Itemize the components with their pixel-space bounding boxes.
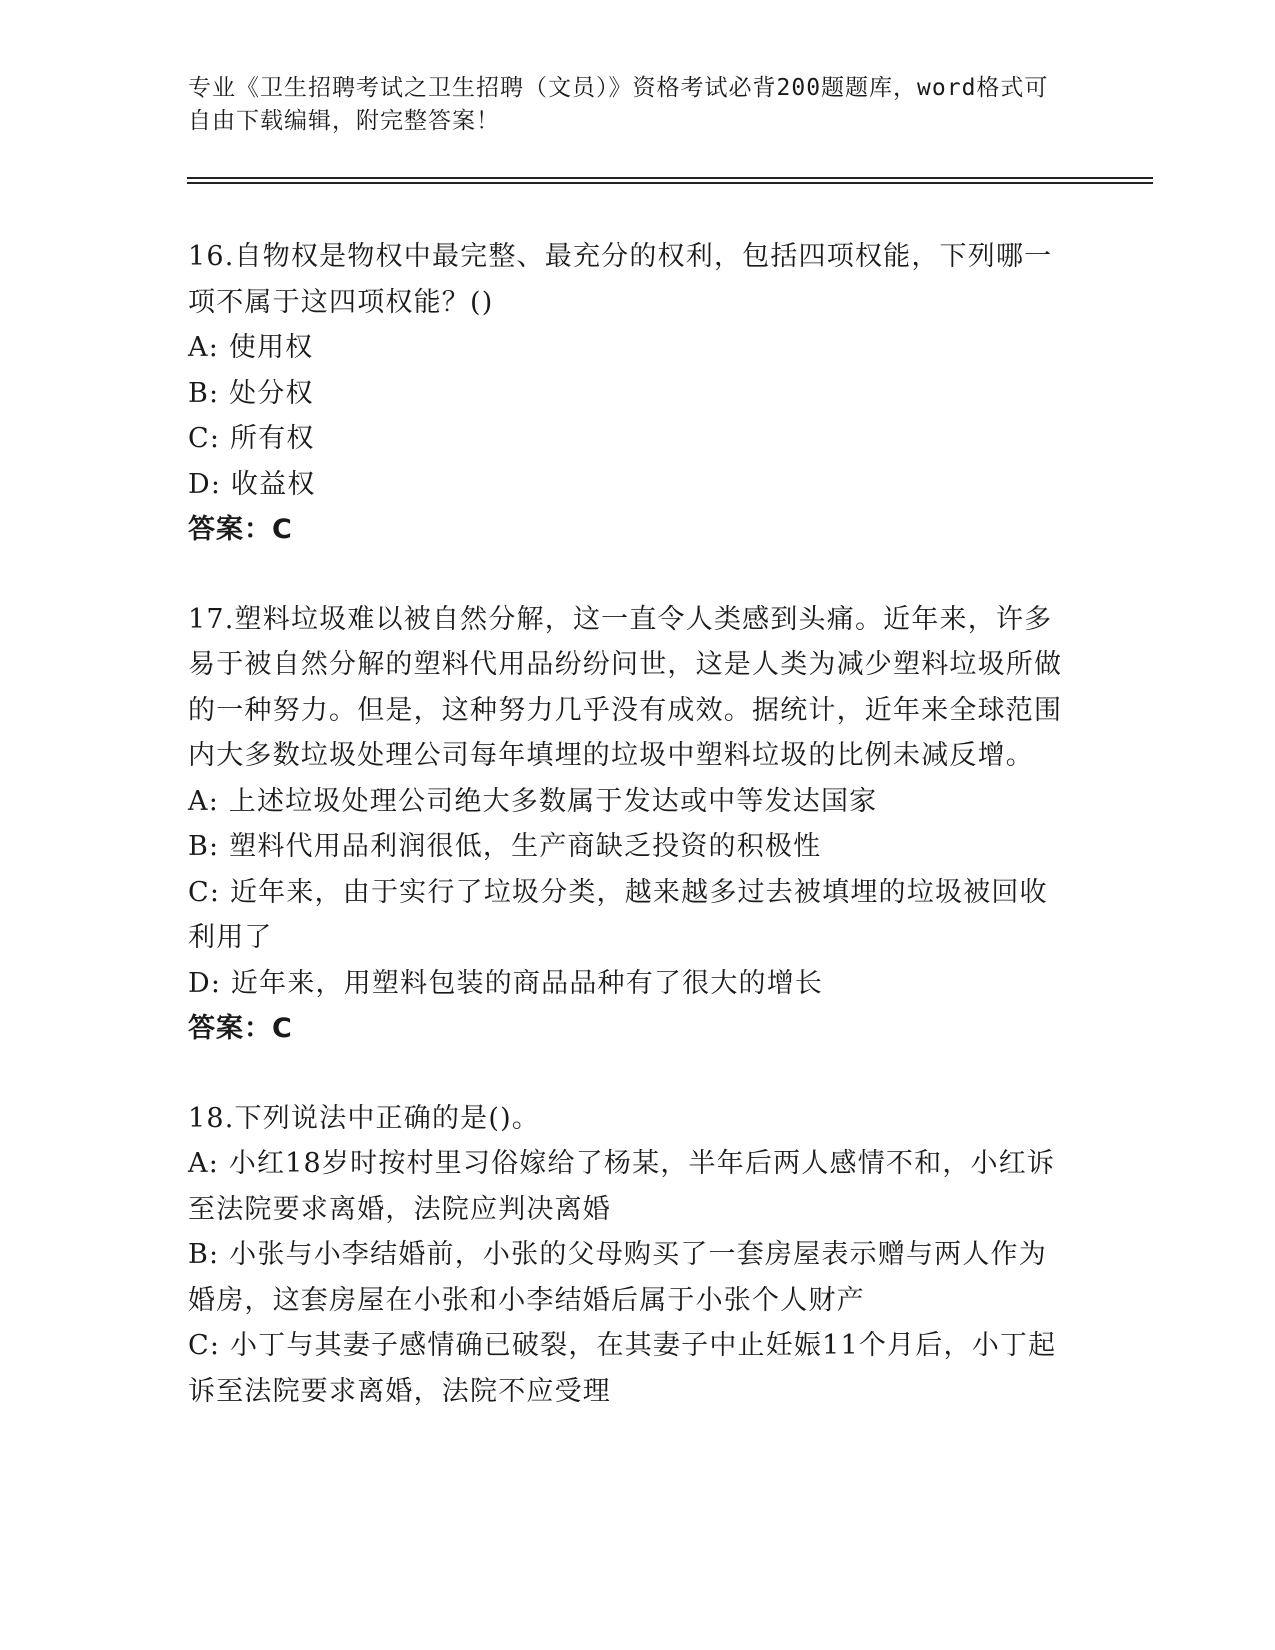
option-c: C: 小丁与其妻子感情确已破裂，在其妻子中止妊娠11个月后，小丁起诉至法院要求离婚，法院不应受理 <box>188 1330 1057 1407</box>
question-16 <box>188 234 1068 553</box>
question-18 <box>188 1096 1068 1415</box>
question-stem: 17.塑料垃圾难以被自然分解，这一直令人类感到头痛。近年来，许多易于被自然分解的塑料代用品纷纷问世，这是人类为减少塑料垃圾所做的一种努力。但是，这种努力几乎没有成效。据统计，近年来全球范围内大多数垃圾处理公司每年填埋的垃圾中塑料垃圾的比例未减反增。 <box>188 603 1063 771</box>
document-header: 专业《卫生招聘考试之卫生招聘（文员）》资格考试必背200题题库，word格式可自由下载编辑，附完整答案！ <box>188 75 1049 134</box>
option-b: B: 小张与小李结婚前，小张的父母购买了一套房屋表示赠与两人作为婚房，这套房屋在小张和小李结婚后属于小张个人财产 <box>188 1239 1047 1316</box>
option-b: B: 处分权 <box>188 377 314 409</box>
question-stem: 16.自物权是物权中最完整、最充分的权利，包括四项权能，下列哪一项不属于这四项权能？() <box>188 241 1053 318</box>
question-17 <box>188 597 1068 1052</box>
option-a: A: 使用权 <box>188 332 314 363</box>
question-stem: 18.下列说法中正确的是()。 <box>188 1102 541 1134</box>
option-a: A: 上述垃圾处理公司绝大多数属于发达或中等发达国家 <box>188 785 878 817</box>
option-d: D: 近年来，用塑料包装的商品品种有了很大的增长 <box>188 967 824 999</box>
header-divider-top <box>187 177 1153 179</box>
option-b: B: 塑料代用品利润很低，生产商缺乏投资的积极性 <box>188 831 822 862</box>
answer-label: 答案：C <box>188 1013 293 1044</box>
option-c: C: 所有权 <box>188 423 315 454</box>
option-a: A: 小红18岁时按村里习俗嫁给了杨某，半年后两人感情不和，小红诉至法院要求离婚，法院应判决离婚 <box>188 1148 1056 1225</box>
question-list <box>188 234 1068 1458</box>
answer-label: 答案：C <box>188 514 293 545</box>
header-divider-bottom <box>187 182 1153 184</box>
option-d: D: 收益权 <box>188 468 316 500</box>
option-c: C: 近年来，由于实行了垃圾分类，越来越多过去被填埋的垃圾被回收利用了 <box>188 876 1048 953</box>
